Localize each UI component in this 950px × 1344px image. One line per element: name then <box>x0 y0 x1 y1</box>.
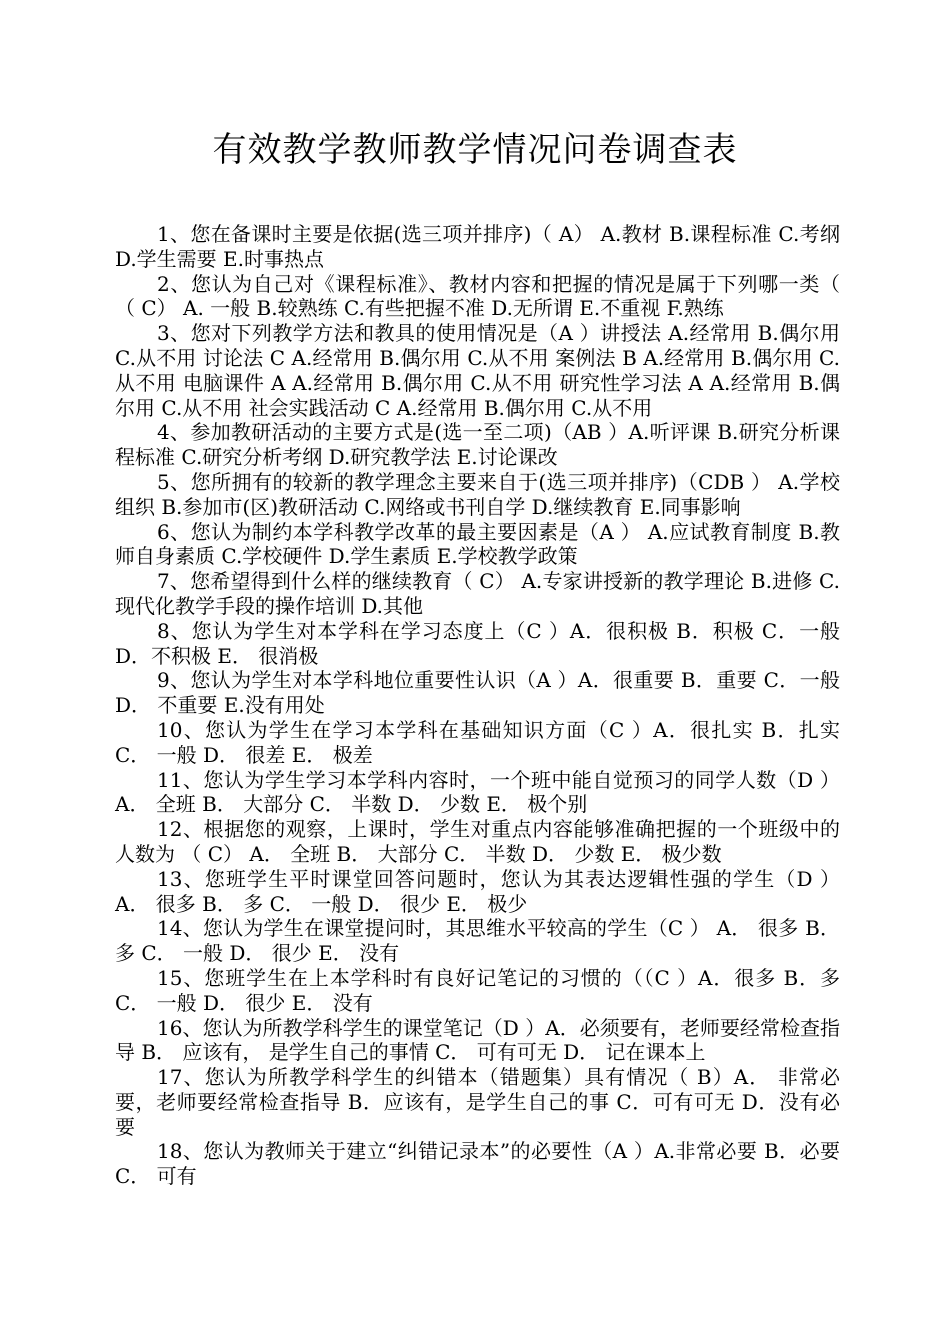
question-item: 3、您对下列教学方法和教具的使用情况是（A ）讲授法 A.经常用 B.偶尔用 C.从不用 讨论法 C A.经常用 B.偶尔用 C.从不用 案例法 B A.经常用 B.偶尔用 C.从不用 电脑课件 A A.经常用 B.偶尔用 C.从不用 研究性学习法 A A.经常用 B.偶尔用 C.从不用 社会实践活动 C A.经常用 B.偶尔用 C.从不用 <box>115 321 840 420</box>
question-item: 17、您认为所教学科学生的纠错本（错题集）具有情况（ B）A． 非常必要，老师要经常检查指导 B．应该有，是学生自己的事 C．可有可无 D．没有必要 <box>115 1065 840 1139</box>
document-title: 有效教学教师教学情况问卷调查表 <box>212 130 738 170</box>
question-item: 18、您认为教师关于建立“纠错记录本”的必要性（A ）A.非常必要 B．必要 C． 可有 <box>115 1139 840 1189</box>
question-item: 10、您认为学生在学习本学科在基础知识方面（C ）A．很扎实 B．扎实 C． 一般 D． 很差 E． 极差 <box>115 717 840 767</box>
question-item: 9、您认为学生对本学科地位重要性认识（A ）A．很重要 B．重要 C．一般 D． 不重要 E.没有用处 <box>115 668 840 718</box>
question-item: 2、您认为自己对《课程标准》、教材内容和把握的情况是属于下列哪一类（ （ C） A. 一般 B.较熟练 C.有些把握不准 D.无所谓 E.不重视 F.熟练 <box>115 271 840 321</box>
question-item: 16、您认为所教学科学生的课堂笔记（D ）A．必须要有，老师要经常检查指导 B． 应该有， 是学生自己的事情 C． 可有可无 D． 记在课本上 <box>115 1015 840 1065</box>
question-item: 12、根据您的观察，上课时，学生对重点内容能够准确把握的一个班级中的人数为 （ C） A． 全班 B． 大部分 C． 半数 D． 少数 E． 极少数 <box>115 817 840 866</box>
question-item: 5、您所拥有的较新的教学理念主要来自于(选三项并排序)（CDB ） A.学校组织 B.参加市(区)教研活动 C.网络或书刊自学 D.继续教育 E.同事影响 <box>115 469 840 519</box>
question-item: 6、您认为制约本学科教学改革的最主要因素是（A ） A.应试教育制度 B.教师自身素质 C.学校硬件 D.学生素质 E.学校教学政策 <box>115 519 840 569</box>
question-item: 8、您认为学生对本学科在学习态度上（C ）A．很积极 B．积极 C．一般 D．不积极 E． 很消极 <box>115 618 840 668</box>
question-item: 13、您班学生平时课堂回答问题时，您认为其表达逻辑性强的学生（D ） A． 很多 B． 多 C． 一般 D． 很少 E． 极少 <box>115 866 840 916</box>
question-item: 7、您希望得到什么样的继续教育（ C） A.专家讲授新的教学理论 B.进修 C.现代化教学手段的操作培训 D.其他 <box>115 569 840 618</box>
question-item: 4、参加教研活动的主要方式是(选一至二项)（AB ）A.听评课 B.研究分析课程标准 C.研究分析考纲 D.研究教学法 E.讨论课改 <box>115 420 840 470</box>
question-item: 14、您认为学生在课堂提问时，其思维水平较高的学生（C ） A． 很多 B． 多 C． 一般 D． 很少 E． 没有 <box>115 916 840 966</box>
question-item: 15、您班学生在上本学科时有良好记笔记的习惯的（（C ）A．很多 B．多 C． 一般 D． 很少 E． 没有 <box>115 965 840 1015</box>
question-item: 1、您在备课时主要是依据(选三项并排序)（ A） A.教材 B.课程标准 C.考纲 D.学生需要 E.时事热点 <box>115 222 840 271</box>
question-item: 11、您认为学生学习本学科内容时，一个班中能自觉预习的同学人数（D ） A． 全班 B． 大部分 C． 半数 D． 少数 E． 极个别 <box>115 767 840 817</box>
question-list <box>115 222 840 1189</box>
